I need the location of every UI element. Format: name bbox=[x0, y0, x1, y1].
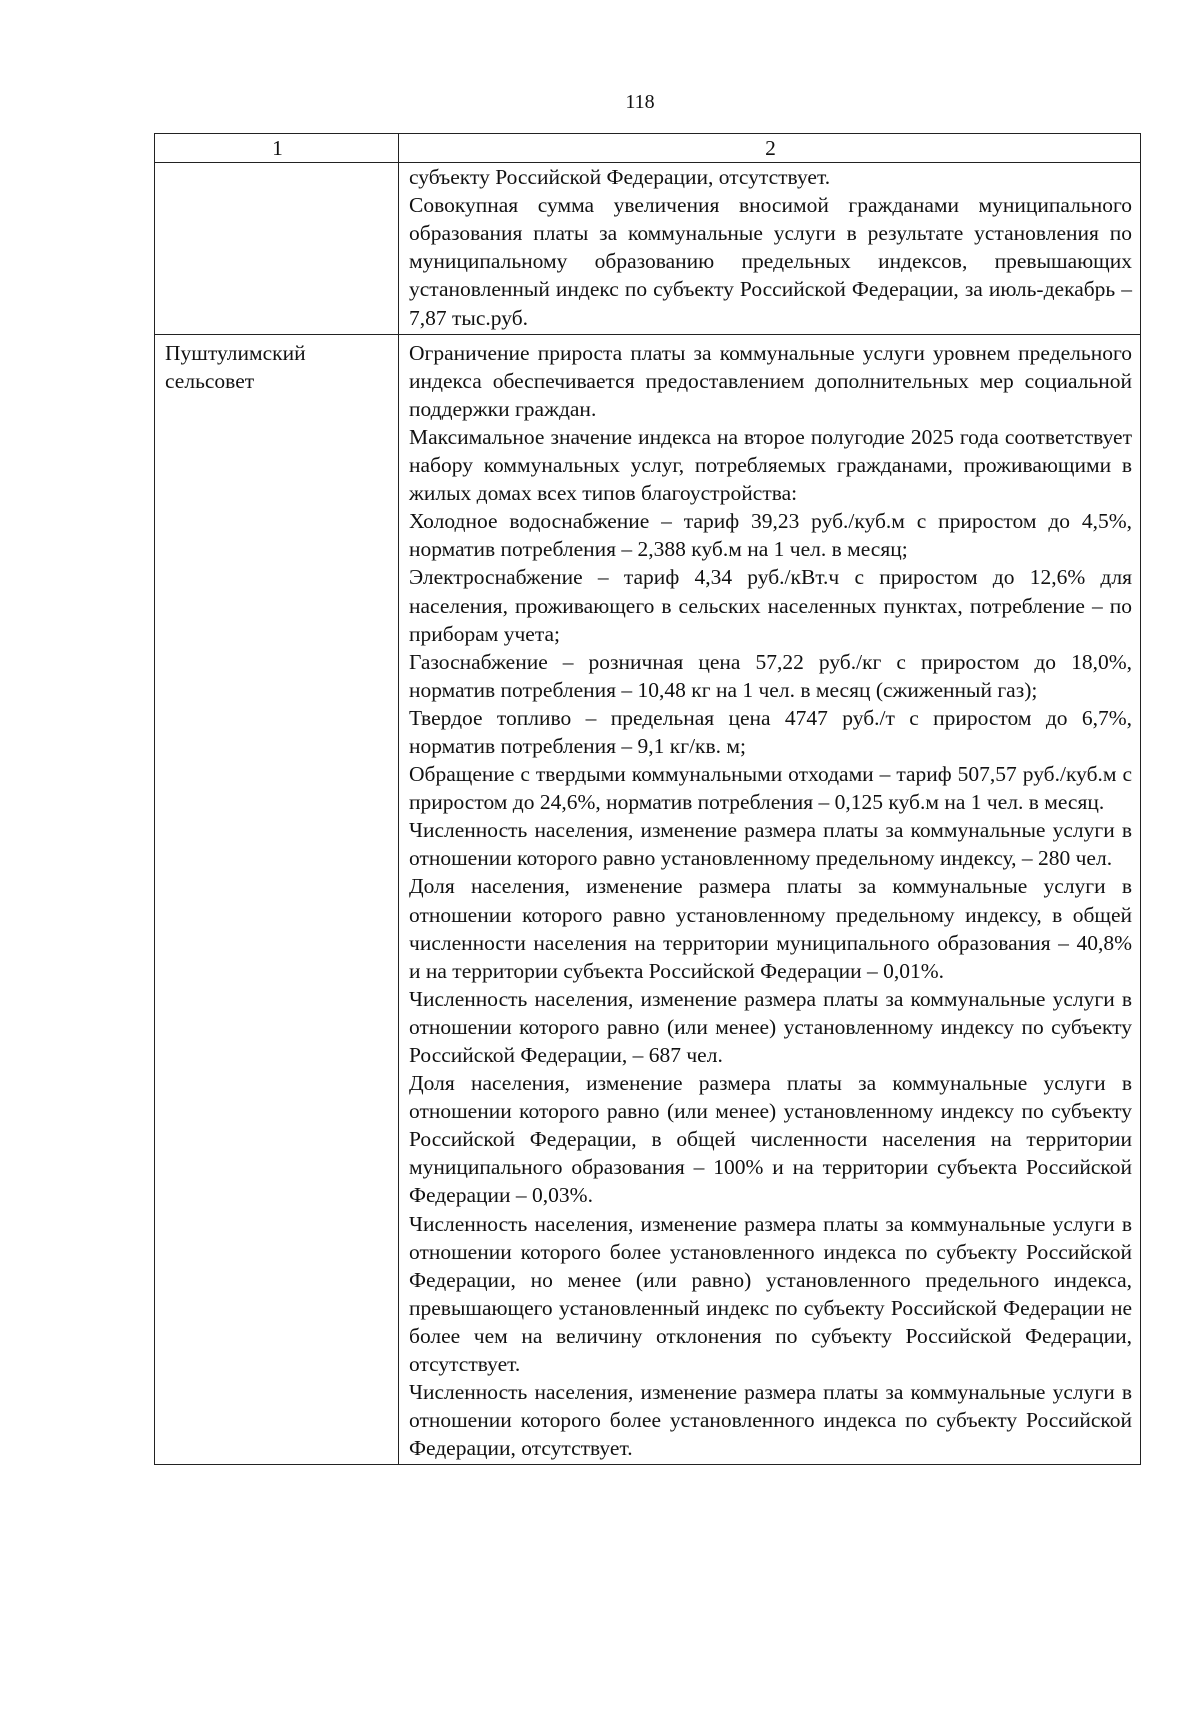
municipality-name: Пуштулимский сельсовет bbox=[155, 334, 399, 1465]
paragraph: Газоснабжение – розничная цена 57,22 руб./кг с приростом до 18,0%, норматив потребления – 10,48 кг на 1 чел. в месяц (сжиженный газ); bbox=[409, 649, 1132, 702]
paragraph: Твердое топливо – предельная цена 4747 руб./т с приростом до 6,7%, норматив потребления – 9,1 кг/кв. м; bbox=[409, 705, 1132, 758]
paragraph: Численность населения, изменение размера платы за коммунальные услуги в отношении которого более установленного индекса по субъекту Российской Федерации, но менее (или равно) установленного предельного индекса, превышающего установленный индекс по субъекту Российской Федерации не более чем на величину отклонения по субъекту Российской Федерации, отсутствует. bbox=[409, 1211, 1132, 1377]
paragraph: Обращение с твердыми коммунальными отходами – тариф 507,57 руб./куб.м с приростом до 24,6%, норматив потребления – 0,125 куб.м на 1 чел. в месяц. bbox=[409, 762, 1132, 815]
paragraph: Доля населения, изменение размера платы за коммунальные услуги в отношении которого равно установленному предельному индексу, в общей численности населения на территории муниципального образования – 40,8% и на территории субъекта Российской Федерации – 0,01%. bbox=[409, 874, 1132, 983]
paragraph: Ограничение прироста платы за коммунальные услуги уровнем предельного индекса обеспечивается предоставлением дополнительных мер социальной поддержки граждан. bbox=[409, 340, 1132, 421]
paragraph: Численность населения, изменение размера платы за коммунальные услуги в отношении которого равно установленному предельному индексу, – 280 чел. bbox=[409, 818, 1132, 871]
continued-row-col1 bbox=[155, 163, 399, 335]
paragraph: Холодное водоснабжение – тариф 39,23 руб./куб.м с приростом до 4,5%, норматив потребления – 2,388 куб.м на 1 чел. в месяц; bbox=[409, 509, 1132, 562]
paragraph: Максимальное значение индекса на второе полугодие 2025 года соответствует набору коммунальных услуг, потребляемых гражданами, проживающими в жилых домах всех типов благоустройства: bbox=[409, 424, 1132, 506]
paragraph: Численность населения, изменение размера платы за коммунальные услуги в отношении которого равно (или менее) установленному индексу по субъекту Российской Федерации, – 687 чел. bbox=[409, 986, 1132, 1067]
column-2-header: 2 bbox=[399, 134, 1141, 163]
table-header-row bbox=[155, 134, 1141, 163]
page-number: 118 bbox=[625, 91, 655, 113]
paragraph: Совокупная сумма увеличения вносимой гражданами муниципального образования платы за коммунальные услуги в результате установления по муниципальному образованию предельных индексов, превышающих установленный индекс по субъекту Российской Федерации, за июль-декабрь – 7,87 тыс.руб. bbox=[409, 193, 1132, 330]
paragraph: Численность населения, изменение размера платы за коммунальные услуги в отношении которого более установленного индекса по субъекту Российской Федерации, отсутствует. bbox=[409, 1380, 1132, 1461]
table-row-pushtulimsky bbox=[155, 334, 1141, 1465]
paragraph: Доля населения, изменение размера платы за коммунальные услуги в отношении которого равно (или менее) установленному индексу по субъекту Российской Федерации, в общей численности населения на территории муниципального образования – 100% и на территории субъекта Российской Федерации – 0,03%. bbox=[409, 1071, 1132, 1208]
paragraph: субъекту Российской Федерации, отсутствует. bbox=[409, 165, 831, 190]
column-1-header: 1 bbox=[155, 134, 399, 163]
document-table bbox=[154, 133, 1141, 1465]
continued-row-col2 bbox=[399, 163, 1141, 335]
table-row-continued bbox=[155, 163, 1141, 335]
municipality-description bbox=[399, 334, 1141, 1465]
paragraph: Электроснабжение – тариф 4,34 руб./кВт.ч с приростом до 12,6% для населения, проживающего в сельских населенных пунктах, потребление – по приборам учета; bbox=[409, 565, 1132, 646]
